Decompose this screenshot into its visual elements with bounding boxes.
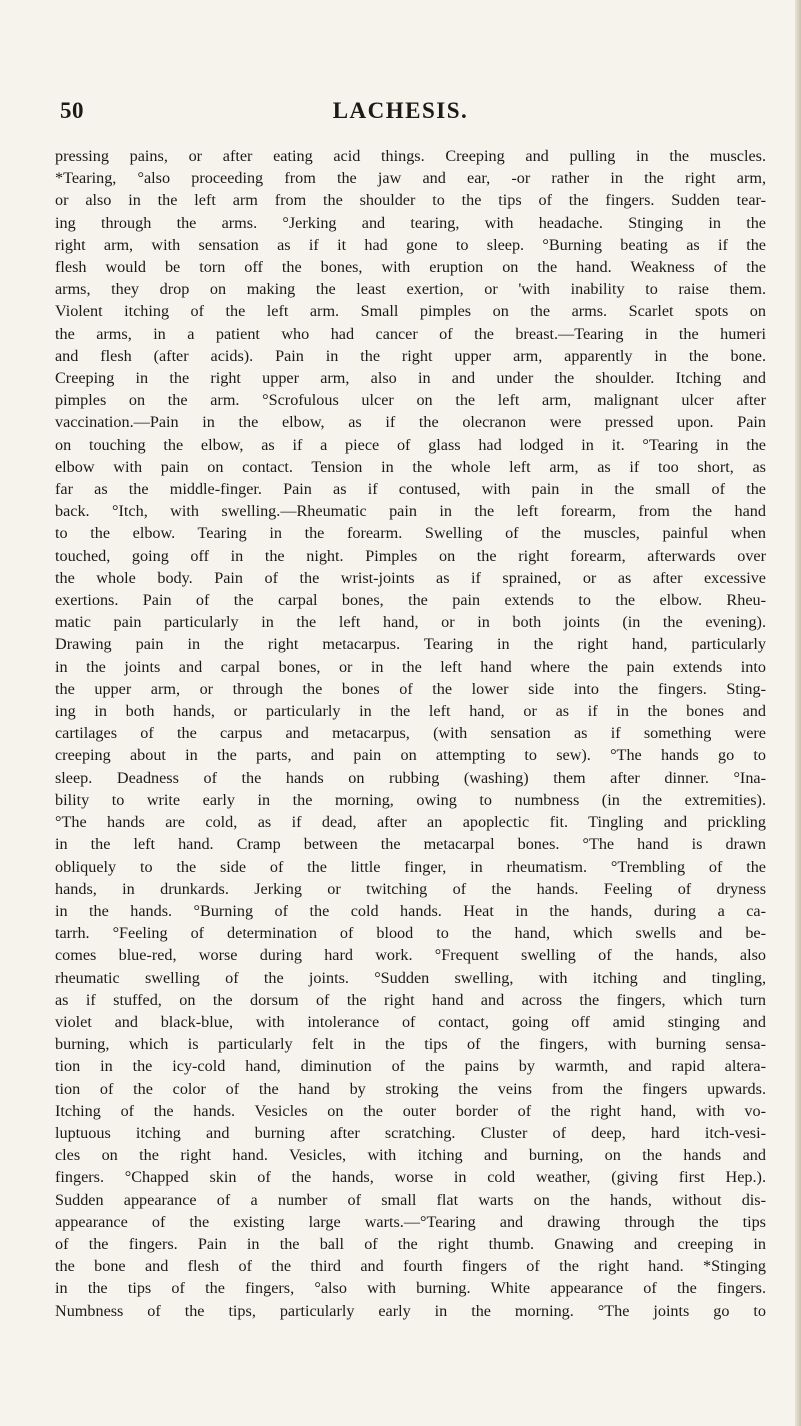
text-line: the upper arm, or through the bones of the lower side into the fingers. Sting- — [55, 679, 766, 698]
text-line: on touching the elbow, as if a piece of glass had lodged in it. °Tearing in the — [55, 435, 766, 454]
text-line: as if stuffed, on the dorsum of the right hand and across the fingers, which turn — [55, 990, 766, 1009]
text-line: comes blue-red, worse during hard work. °Frequent swelling of the hands, also — [55, 946, 766, 965]
text-line: bility to write early in the morning, owing to numbness (in the extremities). — [55, 790, 766, 809]
text-line: ing in both hands, or particularly in the left hand, or as if in the bones and — [55, 702, 766, 721]
text-line: or also in the left arm from the shoulder to the tips of the fingers. Sudden tear- — [55, 191, 766, 210]
body-text — [55, 145, 766, 1322]
text-line: obliquely to the side of the little finger, in rheumatism. °Trembling of the — [55, 857, 766, 876]
text-line: in the left hand. Cramp between the metacarpal bones. °The hand is drawn — [55, 835, 766, 854]
text-line: the arms, in a patient who had cancer of the breast.—Tearing in the humeri — [55, 324, 766, 343]
text-line: violet and black-blue, with intolerance of contact, going off amid stinging and — [55, 1012, 766, 1031]
text-line: touched, going off in the night. Pimples on the right forearm, afterwards over — [55, 546, 766, 565]
text-line: appearance of the existing large warts.—°Tearing and drawing through the tips — [55, 1212, 766, 1231]
text-line: pimples on the arm. °Scrofulous ulcer on the left arm, malignant ulcer after — [55, 391, 766, 410]
text-line: right arm, with sensation as if it had gone to sleep. °Burning beating as if the — [55, 235, 766, 254]
text-line: Creeping in the right upper arm, also in and under the shoulder. Itching and — [55, 369, 766, 388]
text-line: the whole body. Pain of the wrist-joints as if sprained, or as after excessive — [55, 568, 766, 587]
text-line: to the elbow. Tearing in the forearm. Swelling of the muscles, painful when — [55, 524, 766, 543]
text-line: in the joints and carpal bones, or in the left hand where the pain extends into — [55, 657, 766, 676]
text-line: tion in the icy-cold hand, diminution of the pains by warmth, and rapid altera- — [55, 1057, 766, 1076]
text-line: rheumatic swelling of the joints. °Sudden swelling, with itching and tingling, — [55, 968, 766, 987]
text-line: and flesh (after acids). Pain in the right upper arm, apparently in the bone. — [55, 346, 766, 365]
text-line: the bone and flesh of the third and fourth fingers of the right hand. *Stinging — [55, 1257, 766, 1276]
text-line: creeping about in the parts, and pain on attempting to sew). °The hands go to — [55, 746, 766, 765]
text-line: tion of the color of the hand by stroking the veins from the fingers upwards. — [55, 1079, 766, 1098]
text-line: in the hands. °Burning of the cold hands. Heat in the hands, during a ca- — [55, 901, 766, 920]
text-line: arms, they drop on making the least exertion, or 'with inability to raise them. — [55, 280, 766, 299]
text-line: tarrh. °Feeling of determination of blood to the hand, which swells and be- — [55, 924, 766, 943]
text-line: ing through the arms. °Jerking and tearing, with headache. Stinging in the — [55, 213, 766, 232]
text-line: sleep. Deadness of the hands on rubbing (washing) them after dinner. °Ina- — [55, 768, 766, 787]
text-line: Numbness of the tips, particularly early in the morning. °The joints go to — [55, 1301, 766, 1320]
text-line: hands, in drunkards. Jerking or twitching of the hands. Feeling of dryness — [55, 879, 766, 898]
text-line: far as the middle-finger. Pain as if contused, with pain in the small of the — [55, 480, 766, 499]
text-line: *Tearing, °also proceeding from the jaw and ear, -or rather in the right arm, — [55, 169, 766, 188]
text-line: back. °Itch, with swelling.—Rheumatic pain in the left forearm, from the hand — [55, 502, 766, 521]
text-line: of the fingers. Pain in the ball of the right thumb. Gnawing and creeping in — [55, 1234, 766, 1253]
text-line: Drawing pain in the right metacarpus. Tearing in the right hand, particularly — [55, 635, 766, 654]
text-line: exertions. Pain of the carpal bones, the pain extends to the elbow. Rheu- — [55, 591, 766, 610]
running-head: LACHESIS. — [332, 98, 469, 123]
text-line: Violent itching of the left arm. Small pimples on the arms. Scarlet spots on — [55, 302, 766, 321]
text-line: elbow with pain on contact. Tension in the whole left arm, as if too short, as — [55, 457, 766, 476]
text-line: burning, which is particularly felt in the tips of the fingers, with burning sensa- — [55, 1035, 766, 1054]
text-line: in the tips of the fingers, °also with burning. White appearance of the fingers. — [55, 1279, 766, 1298]
text-line: Itching of the hands. Vesicles on the outer border of the right hand, with vo- — [55, 1101, 766, 1120]
text-line: fingers. °Chapped skin of the hands, worse in cold weather, (giving first Hep.). — [55, 1168, 766, 1187]
text-line: pressing pains, or after eating acid things. Creeping and pulling in the muscles. — [55, 147, 766, 165]
text-line: vaccination.—Pain in the elbow, as if the olecranon were pressed upon. Pain — [55, 413, 766, 432]
text-line: matic pain particularly in the left hand, or in both joints (in the evening). — [55, 613, 766, 632]
page-edge — [795, 0, 801, 1426]
text-line: Sudden appearance of a number of small flat warts on the hands, without dis- — [55, 1190, 766, 1209]
page-header — [0, 98, 801, 128]
text-line: luptuous itching and burning after scratching. Cluster of deep, hard itch-vesi- — [55, 1123, 766, 1142]
text-line: flesh would be torn off the bones, with eruption on the hand. Weakness of the — [55, 258, 766, 277]
text-line: °The hands are cold, as if dead, after an apoplectic fit. Tingling and prickling — [55, 813, 766, 832]
text-line: cles on the right hand. Vesicles, with itching and burning, on the hands and — [55, 1146, 766, 1165]
page-number: 50 — [60, 98, 84, 123]
text-line: cartilages of the carpus and metacarpus, (with sensation as if something were — [55, 724, 766, 743]
